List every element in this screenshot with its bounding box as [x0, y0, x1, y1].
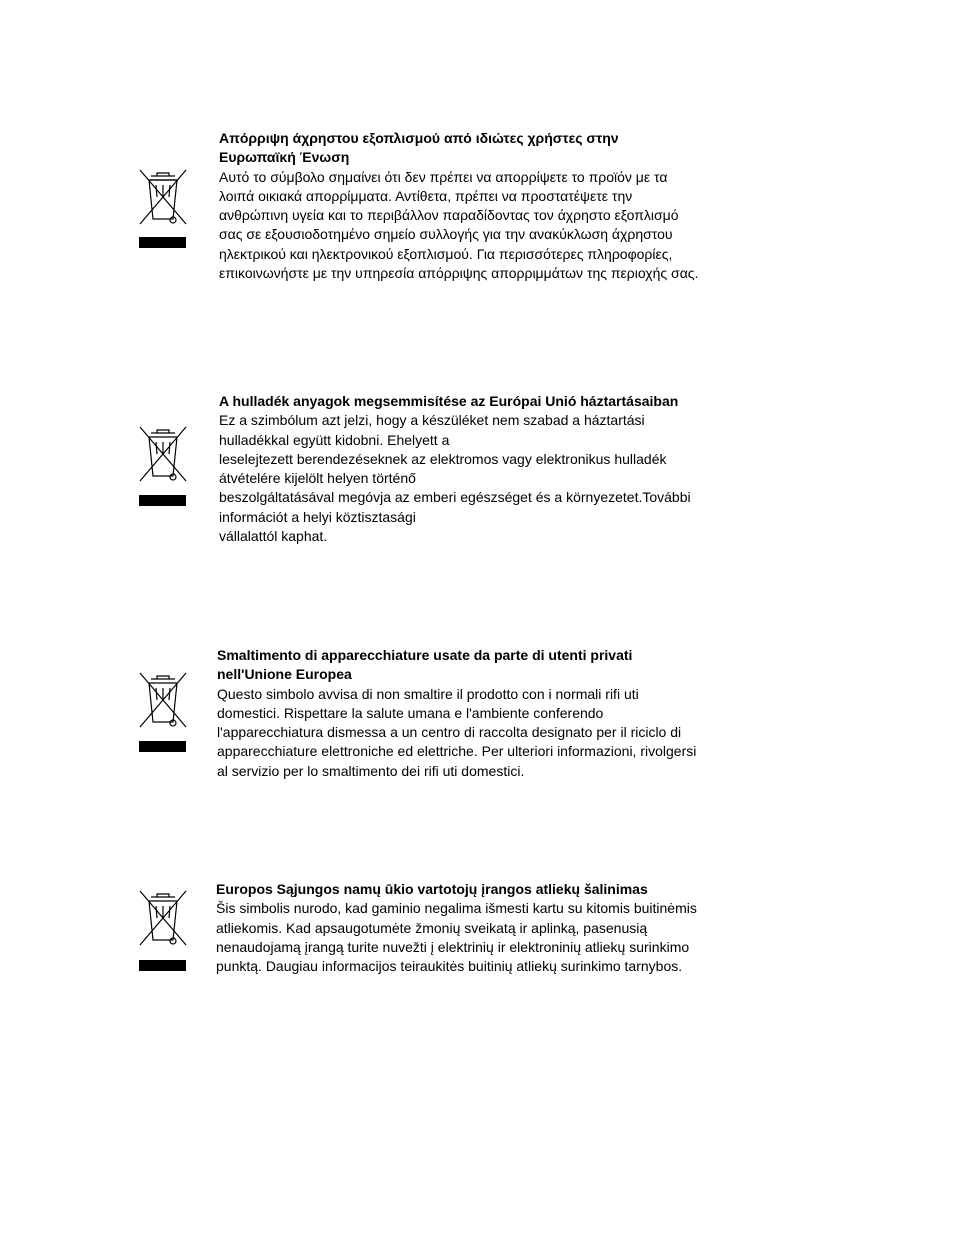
- body-line: al servizio per lo smaltimento dei rifi uti domestici.: [217, 762, 525, 779]
- body-line: Αυτό το σύμβολο σημαίνει ότι δεν πρέπει να απορρίψετε το προϊόν με τα: [219, 168, 668, 185]
- body-line: nenaudojamą įrangą turite nuvežti į elektrinių ir elektroninių atliekų surinkimo: [216, 938, 690, 955]
- weee-crossed-bin-icon: [137, 670, 189, 732]
- section-text: [216, 880, 756, 976]
- body-line: domestici. Rispettare la salute umana e l'ambiente conferendo: [217, 704, 604, 721]
- body-line: atliekomis. Kad apsaugotumėte žmonių sveikatą ir aplinką, pasenusią: [216, 919, 648, 936]
- body-line: beszolgáltatásával megóvja az emberi egészséget és a környezetet.További: [219, 489, 691, 506]
- weee-bar: [139, 960, 186, 971]
- weee-bar: [139, 741, 186, 752]
- body-line: punktą. Daugiau informacijos teiraukitės buitinių atliekų surinkimo tarnybos.: [216, 958, 683, 975]
- section-heading: Απόρριψη άχρηστου εξοπλισμού από ιδιώτες χρήστες στην Ευρωπαϊκή Ένωση: [219, 130, 619, 166]
- weee-bar: [139, 237, 186, 248]
- body-line: ηλεκτρικού και ηλεκτρονικού εξοπλισμού. Για περισσότερες πληροφορίες,: [219, 245, 673, 262]
- body-line: Ez a szimbólum azt jelzi, hogy a készüléket nem szabad a háztartási: [219, 412, 645, 429]
- body-line: apparecchiature elettroniche ed elettriche. Per ulteriori informazioni, rivolgersi: [217, 743, 697, 760]
- body-line: hulladékkal együtt kidobni. Ehelyett a: [219, 431, 450, 448]
- section-heading: A hulladék anyagok megsemmisítése az Európai Unió háztartásaiban: [219, 393, 679, 409]
- section-text: [217, 646, 757, 781]
- weee-crossed-bin-icon: [137, 888, 189, 950]
- weee-bar: [139, 495, 186, 506]
- section-heading: Europos Sąjungos namų ūkio vartotojų įrangos atliekų šalinimas: [216, 881, 648, 897]
- section-text: [219, 129, 759, 283]
- body-line: Questo simbolo avvisa di non smaltire il prodotto con i normali rifi uti: [217, 685, 639, 702]
- body-line: l'apparecchiatura dismessa a un centro di raccolta designato per il riciclo di: [217, 724, 682, 741]
- body-line: επικοινωνήστε με την υπηρεσία απόρριψης απορριμμάτων της περιοχής σας.: [219, 265, 699, 282]
- body-line: λοιπά οικιακά απορρίμματα. Αντίθετα, πρέπει να προστατέψετε την: [219, 187, 633, 204]
- body-line: Šis simbolis nurodo, kad gaminio negalima išmesti kartu su kitomis buitinėmis: [216, 900, 697, 917]
- body-line: leselejtezett berendezéseknek az elektromos vagy elektronikus hulladék: [219, 450, 667, 467]
- weee-crossed-bin-icon: [137, 424, 189, 486]
- body-line: ανθρώπινη υγεία και το περιβάλλον παραδίδοντας τον άχρηστο εξοπλισμό: [219, 207, 679, 224]
- body-line: vállalattól kaphat.: [219, 528, 328, 545]
- section-text: [219, 392, 759, 546]
- body-line: átvételére kijelölt helyen történő: [219, 470, 416, 487]
- body-line: σας σε εξουσιοδοτημένο σημείο συλλογής για την ανακύκλωση άχρηστου: [219, 226, 673, 243]
- weee-crossed-bin-icon: [137, 167, 189, 229]
- section-heading: Smaltimento di apparecchiature usate da parte di utenti privati nell'Unione Europea: [217, 647, 633, 683]
- body-line: információt a helyi köztisztasági: [219, 508, 416, 525]
